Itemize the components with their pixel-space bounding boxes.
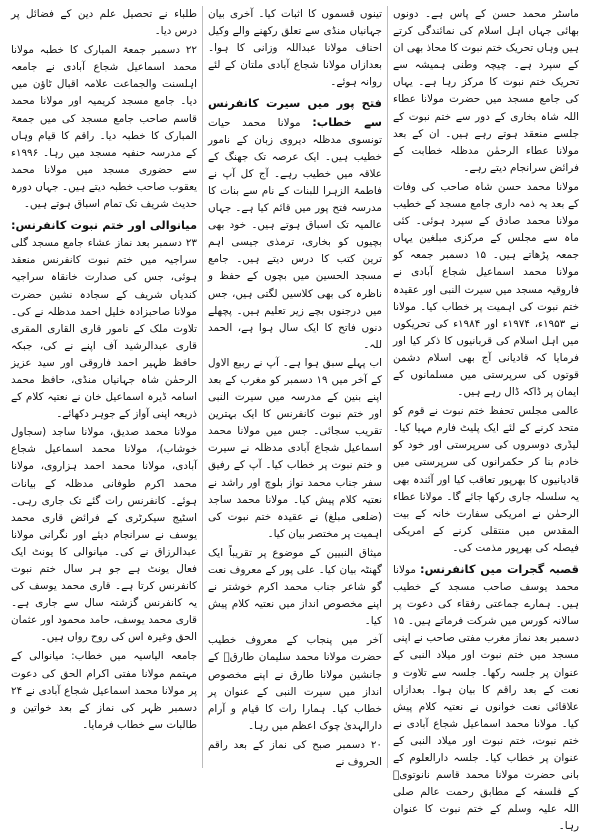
paragraph: اب پہلے سبق ہوا ہے۔ آپ نے ربیع الاول کے آخر میں ۱۹ دسمبر کو مغرب کے بعد اپنے بنین کے مدرسہ میں سیرت النبی اور ختم نبوت کانفرنس کا ایک بہترین تقریب سجائی۔ جس میں مولانا محمد اسماعیل شجاع آبادی مدظلہ نے سیرت و ختم نبوت پر خطاب کیا۔ آپ کے رفیق سفر جناب محمد نواز بلوچ اور راشد نے نعتیہ کلام پیش کیا۔ مولانا محمد ساجد (ضلعی مبلغ) نے عقیدہ ختم نبوت کی اہمیت پر مختصر بیان کیا۔ [208,356,382,540]
section [208,95,382,353]
column-middle [202,6,388,768]
section-text: مولانا محمد یوسف صاحب مسجد کے خطیب ہیں۔ ہمارے جماعتی رفقاء کی دعوت پر سالانہ کورس میں شرکت فرماتے ہیں۔ ۱۵ دسمبر بعد نماز مغرب مفتی صاحب نے اپنی مسجد میں ختم نبوت اور میلاد النبی کے عنوان پر جلسہ رکھا۔ جلسہ سے تلاوت و نعت کے بعد راقم کا بیان ہوا۔ بعدازاں علاقائی نعت خوانوں نے نعتیہ کلام پیش کیا۔ مولانا محمد اسماعیل شجاع آبادی نے ختم نبوت، ختم نبوت اور میلاد النبی کے عنوان پر خطاب کیا۔ جلسہ دارالعلوم کے بانی حضرت مولانا محمد قاسم نانوتویؒ کے فلسفہ کے مطابق رحمت عالم صلی اللہ علیہ وسلم کے ختم نبوت کا عنوان رہا۔ [393,564,579,833]
paragraph: ماسٹر محمد حسن کے پاس ہے۔ دونوں بھائی جہاں اہل اسلام کی نمائندگی کرتے ہیں وہاں تحریک ختم نبوت کا محاذ بھی ان کے سپرد ہے۔ چیچہ وطنی ہمیشہ سے تحریک ختم نبوت کا مرکز رہا ہے۔ یہاں کی جامع مسجد میں حضرت مولانا عطاء اللہ شاہ بخاری کے دور سے ختم نبوت کے جلسے منعقد ہوتے رہے ہیں۔ ان کے بعد مولانا عطاء الرحمٰن مدظلہ خطابت کے فرائض سرانجام دیتے رہے۔ [393,8,579,174]
section-text: مولانا محمد حیات تونسوی مدظلہ دیروی زبان کے نامور خطیب ہیں۔ ایک عرصہ تک جھنگ کے علاقہ میں خطیب رہے۔ آج کل آپ نے فاطمۃ الزہرا للبنات کے نام سے بنات کا مدرسہ فتح پور میں قائم کیا ہے۔ جہاں عالمیہ تک اسباق ہوتے ہیں۔ خود بھی بچیوں کو بخاری، ترمذی جیسی اہم ترین کتب کا درس دیتے ہیں۔ جامع مسجد الحسین میں بچوں کے حفظ و ناظرہ کی بھی کلاسیں لگتی ہیں، جس میں درجنوں بچے زیر تعلیم ہیں۔ پچھلے دنوں فاتح کا ایک سال ہوا ہے، الحمد للہ۔ [208,116,382,351]
paragraph: عالمی مجلس تحفظ ختم نبوت نے قوم کو متحد کرنے کے لئے ایک پلیٹ فارم مہیا کیا۔ لیڈری دوسروں کی سرپرستی اور خود کو خادم بنا کر حکمرانوں کی سرپرستی میں قادیانیوں کا بھرپور تعاقب کیا اور آئندہ بھی یہ سلسلہ جاری رکھا جائے گا۔ مولانا عطاء الرحمٰن نے امریکی سفارت خانہ کے بیت المقدس میں منتقلی کرنے کے امریکی فیصلہ کی بھرپور مذمت کی۔ [393,405,579,554]
paragraph: میثاق النبیین کے موضوع پر تقریباً ایک گھنٹہ بیان کیا۔ علی پور کے معروف نعت گو شاعر جناب محمد اکرم خوشتر نے اپنے مخصوص انداز میں نعتیہ کلام پیش کیا۔ [208,546,382,628]
section [393,561,579,836]
paragraph: ۲۲ دسمبر جمعۃ المبارک کا خطبہ مولانا محمد اسماعیل شجاع آبادی نے جامعہ اہلسنت والجماعت علامہ اقبال ٹاؤن میں دیا۔ جامع مسجد کریمیہ اور مولانا محمد قاسم صاحب جامع مسجد کی میں جمعۃ المبارک کا خطبہ دیا۔ راقم کا قیام وہاں کے مدرسہ حنفیہ مسجد میں رہا۔ ۱۹۹۶ء سے حضوری مسجد میں مولانا محمد یعقوب صاحب خطبہ دیتے ہیں۔ جہاں دورہ حدیث شریف تک تمام اسباق ہوتے ہیں۔ [11,44,197,211]
paragraph: جامعہ الیاسیہ میں خطاب: میانوالی کے مہتمم مولانا مفتی اکرام الحق کی دعوت پر مولانا محمد اسماعیل شجاع آبادی نے ۲۴ دسمبر ظہر کی نماز کے بعد خواتین و طالبات سے خطاب فرمایا۔ [11,650,197,731]
paragraph: مولانا محمد حسن شاہ صاحب کی وفات کے بعد یہ ذمہ داری جامع مسجد کے خطیب مولانا محمد صادق کے سپرد ہوئی۔ کئی ماہ سے مجلس کے مرکزی مبلغین یہاں جمعہ پڑھاتے ہیں۔ ۱۵ دسمبر جمعہ کو مولانا محمد اسماعیل شجاع آبادی نے فاروقیہ مسجد میں سیرت النبی اور عقیدہ ختم نبوت کی اہمیت پر خطاب کیا۔ مولانا نے ۱۹۵۳ء، ۱۹۷۴ء اور ۱۹۸۴ء کی تحریکوں میں اہل اسلام کی قربانیوں کا ذکر کیا اور فرمایا کہ قادیانی آج بھی اسلام دشمن قوتوں کی سرپرستی میں مسلمانوں کے ایمان پر ڈاکہ ڈال رہے ہیں۔ [393,180,579,399]
paragraph: آخر میں پنجاب کے معروف خطیب حضرت مولانا محمد سلیمان طارقؒ کے جانشین مولانا طارق نے اپنے مخصوص انداز میں سیرت النبی کے عنوان پر خطاب کیا۔ ہمارا رات کا قیام و آرام دارالہدیٰ چوک اعظم میں رہا۔ [208,634,382,732]
paragraph: ۲۰ دسمبر صبح کی نماز کے بعد راقم الحروف نے [208,738,382,769]
section [11,217,197,423]
paragraph: طلباء نے تحصیل علم دین کے فضائل پر درس دیا۔ [11,8,197,38]
section-text: ۲۳ دسمبر بعد نماز عشاء جامع مسجد گلی سراجیہ میں ختم نبوت کانفرنس منعقد ہوئی، جس کی صدارت خانقاہ سراجیہ کندیاں شریف کے سجادہ نشین حضرت مولانا صاحبزادہ خلیل احمد مدظلہ نے کی۔ تلاوت ملک کے نامور قاری القاری المقری قاری عبدالرشید آف اپنے نے کی، جبکہ حافظ ظہیر احمد فاروقی اور سید عزیز الرحمٰن شاہ جہانیاں منڈی، حافظ محمد اسامہ ڈیرہ اسماعیل خان نے نعتیہ کلام کے ذریعہ اپنی آواز کے جوہر دکھائے۔ [11,237,197,421]
column-left [6,6,202,768]
section-heading: قصبہ گجرات میں کانفرنس: [420,562,579,576]
column-right [388,6,584,833]
section-heading: فتح پور میں سیرت کانفرنس سے خطاب: [208,96,382,129]
paragraph: مولانا محمد صدیق، مولانا ساجد (سجاول خوشاب)، مولانا محمد اسماعیل شجاع آبادی، مولانا محمد احمد ہزاروی، مولانا محمد اکرم طوفانی مدظلہ کے بیانات ہوئے۔ کانفرنس رات گئے تک جاری رہی۔ اسٹیج سیکرٹری کے فرائض قاری محمد یوسف نے سرانجام دیئے اور نگرانی مولانا عبدالرزاق نے کی۔ میانوالی کا یونٹ ایک فعال یونٹ ہے جو ہر سال ختم نبوت کانفرنس کرتا ہے۔ قاری محمد یوسف کی یہ کانفرنس گزشتہ سال سے جاری ہے۔ قاری محمد یوسف، حامد محمود اور عثمان الحق وغیرہ اس کی روح رواں ہیں۔ [11,426,197,644]
paragraph: تینوں قسموں کا اثبات کیا۔ آخری بیان جہانیاں منڈی سے تعلق رکھنے والے وکیل احناف مولانا عبداللہ وزانی کا ہوا۔ بعدازاں مولانا شجاع آبادی ملتان کے لئے روانہ ہوئے۔ [208,8,382,89]
section-heading: میانوالی اور ختم نبوت کانفرنس: [11,218,197,233]
